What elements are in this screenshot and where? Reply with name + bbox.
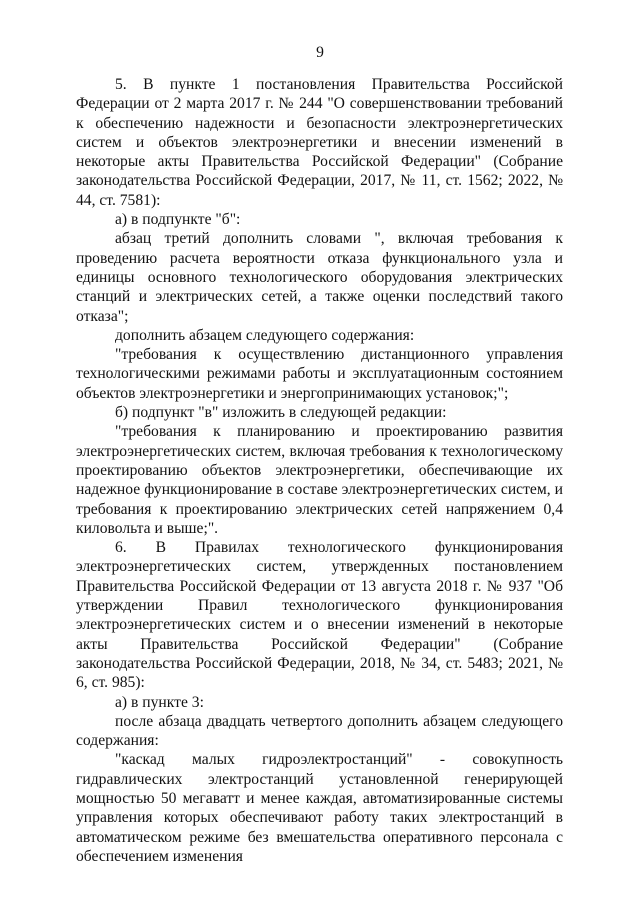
paragraph-instruction: после абзаца двадцать четвертого дополнить абзацем следующего содержания:	[76, 712, 563, 750]
paragraph-quoted-text: "требования к осуществлению дистанционного управления технологическими режимами работы и эксплуатационным состоянием объектов электроэнергетики и энергопринимающих установок;";	[76, 346, 563, 402]
paragraph-quoted-text: "каскад малых гидроэлектростанций" - совокупность гидравлических электростанций установленной генерирующей мощностью 50 мегаватт и менее каждая, автоматизированные системы управления которых обеспечивают работу таких электростанций в автоматическом режиме без вмешательства оперативного персонала с обеспечением изменения	[76, 751, 563, 865]
paragraph-subitem-b: б) подпункт "в" изложить в следующей редакции:	[115, 404, 447, 422]
paragraph-item-5: 5. В пункте 1 постановления Правительства Российской Федерации от 2 марта 2017 г. № 244 "О совершенствовании требований к обеспечению надежности и безопасности электроэнергетических систем и объектов электроэнергетики и внесении изменений в некоторые акты Правительства Российской Федерации" (Собрание законодательства Российской Федерации, 2017, № 11, ст. 1562; 2022, № 44, ст. 7581):	[76, 76, 563, 209]
paragraph-amendment: абзац третий дополнить словами ", включая требования к проведению расчета вероятности отказа функционального узла и единицы основного технологического оборудования электрических станций и электрических сетей, а также оценки последствий такого отказа";	[76, 230, 563, 325]
paragraph-quoted-text: "требования к планированию и проектированию развития электроэнергетических систем, включая требования к технологическому проектированию объектов электроэнергетики, обеспечивающие их надежное функционирование в составе электроэнергетических систем, и требования к проектированию электрических сетей напряжением 0,4 киловольта и выше;".	[76, 423, 563, 537]
page-number: 9	[316, 44, 324, 61]
document-body	[76, 75, 563, 866]
paragraph-instruction: дополнить абзацем следующего содержания:	[115, 326, 415, 344]
paragraph-subitem-a: а) в пункте 3:	[115, 693, 204, 711]
paragraph-item-6: 6. В Правилах технологического функционирования электроэнергетических систем, утвержденных постановлением Правительства Российской Федерации от 13 августа 2018 г. № 937 "Об утверждении Правил технологического функционирования электроэнергетических систем и о внесении изменений в некоторые акты Правительства Российской Федерации" (Собрание законодательства Российской Федерации, 2018, № 34, ст. 5483; 2021, № 6, ст. 985):	[76, 539, 563, 692]
paragraph-subitem-a: а) в подпункте "б":	[115, 211, 241, 229]
